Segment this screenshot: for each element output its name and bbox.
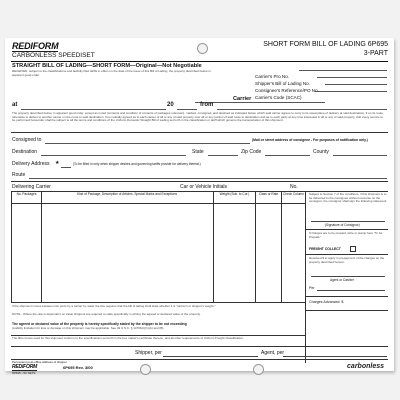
year-label: 20 [167, 102, 174, 108]
col-header-packages: No. Packages [16, 192, 37, 196]
footer-form-code: 6P695 Rev. 3/00 [63, 365, 93, 370]
brand-logo: REDIFORM [12, 41, 59, 51]
from-label: from [200, 102, 214, 108]
star-icon: ★ [55, 160, 60, 166]
note-agreed-value: The agreed or declared value of the property is hereby specifically stated by the shipper to be not exceeding [12, 322, 187, 326]
form-title: SHORT FORM BILL OF LADING 6P695 [263, 41, 388, 48]
charges-advanced-label: Charges Advanced: $ [309, 300, 344, 304]
agent-cashier-label: Agent or Cashier [330, 278, 354, 282]
county-label: County [313, 149, 329, 155]
agent-signature-label: Agent, per [261, 350, 285, 356]
bill-title: STRAIGHT BILL OF LADING—SHORT FORM—Original—Not Negotiable [12, 63, 202, 69]
punch-hole-icon [140, 364, 151, 375]
received-text: Received $ to apply in prepayment of the charges on the property described hereon. [309, 256, 385, 264]
carrier-fields: Carrier's Pro No. Shipper's Bill of Lading No. Consignee's Reference/PO No. Carrier's Code (SCAC) [255, 65, 387, 93]
terms-paragraph: The property described below, in apparent good order, except as noted (contents and condition of contents of packages unknown), marked, consigned, and destined as indicated below, which said carrier agrees to carry to its usual place of delivery at said destination, if on its route, otherwise to deliver to another carrier on the route to said destination. It is mutually agreed as to each carrier of all or any of said property over all or any portion of said route to destination and as to each party at any time interested in all or any of said property, that every service to be performed hereunder shall be subject to all the terms and conditions of the Uniform Domestic Straight Bill of Lading set forth in the classification or tariff which governs the transportation of this shipment. [12, 111, 384, 123]
punch-hole-icon [197, 43, 208, 54]
checkbox-icon[interactable] [350, 246, 356, 252]
prepaid-instruction: If charges are to be prepaid, write or stamp here "To be Prepaid." [309, 231, 383, 239]
legal-preamble: RECEIVED, subject to the classifications and lawfully filed tariffs in effect on the date of the issue of this Bill of Lading, the property described below in apparent good order. [12, 69, 211, 77]
note-liability: (Liability limitation for loss or damage on this shipment may be applicable. See 49 U.S.C. § 14706(c)(1)(A) and (B). [12, 326, 165, 330]
destination-label: Destination [12, 149, 38, 155]
note-water-carrier: If the shipment moves between two ports by a carrier by water the law requires that the bill of lading shall state whether it is "carrier's or shipper's weight." [12, 304, 216, 308]
col-header-weight: Weight (Sub. to Cor.) [219, 192, 250, 196]
delivery-note: (To be filled in only when shipper desires and governing tariffs provide for delivery thereat.) [73, 162, 201, 166]
form-parts: 3-PART [363, 50, 388, 57]
footer-sets: 6P695 • 50 SETS [12, 371, 36, 375]
delivering-carrier-label: Delivering Carrier [12, 184, 51, 190]
delivery-address-label: Delivery Address [12, 161, 50, 167]
col-header-description: Kind of Package, Description of Articles, Special Marks and Exceptions [76, 192, 178, 196]
car-no-label: No. [290, 184, 298, 190]
product-line: CARBONLESS SPEEDISET [12, 52, 95, 59]
mail-note: (Mail or street address of consignee - For purposes of notification only.) [252, 138, 368, 142]
consignor-statement: Subject to Section 7 of the conditions, if this shipment is to be delivered to the consignee without recourse on the consignor, the consignor shall sign the following statement [309, 192, 387, 204]
consigned-to-label: Consigned to [12, 137, 42, 143]
footer-brand-logo: REDIFORM [12, 364, 38, 370]
bill-of-lading-form [5, 38, 394, 375]
car-initials-label: Car or Vehicle Initials [180, 184, 227, 190]
at-label: at [12, 102, 18, 108]
note-fibre-boxes: The fibre boxes used for this shipment conform to the specifications set forth in the box maker's certificate thereon, and all other requirements of Uniform Freight Classification. [12, 336, 244, 340]
punch-hole-icon [253, 364, 264, 375]
col-header-class: Class or Rate [258, 192, 279, 196]
footer-carbonless: carbonless [347, 363, 384, 370]
state-label: State [192, 149, 204, 155]
freight-collect-label: FREIGHT COLLECT [309, 247, 341, 251]
route-label: Route [12, 172, 26, 178]
shipper-signature-label: Shipper, per [135, 350, 162, 356]
consignor-signature-label: (Signature of Consignor) [325, 223, 360, 227]
post-office-label: Permanent post-office address of shipper [12, 360, 67, 364]
note-declared-value: NOTE - Where the rate is dependent on value shippers are required to state specifically in writing the agreed or declared value of the property. [12, 312, 201, 316]
carrier-label: Carrier [233, 96, 252, 102]
col-header-check: Check Column [283, 192, 304, 196]
per-label: Per [309, 286, 315, 290]
zip-label: Zip Code [241, 149, 262, 155]
